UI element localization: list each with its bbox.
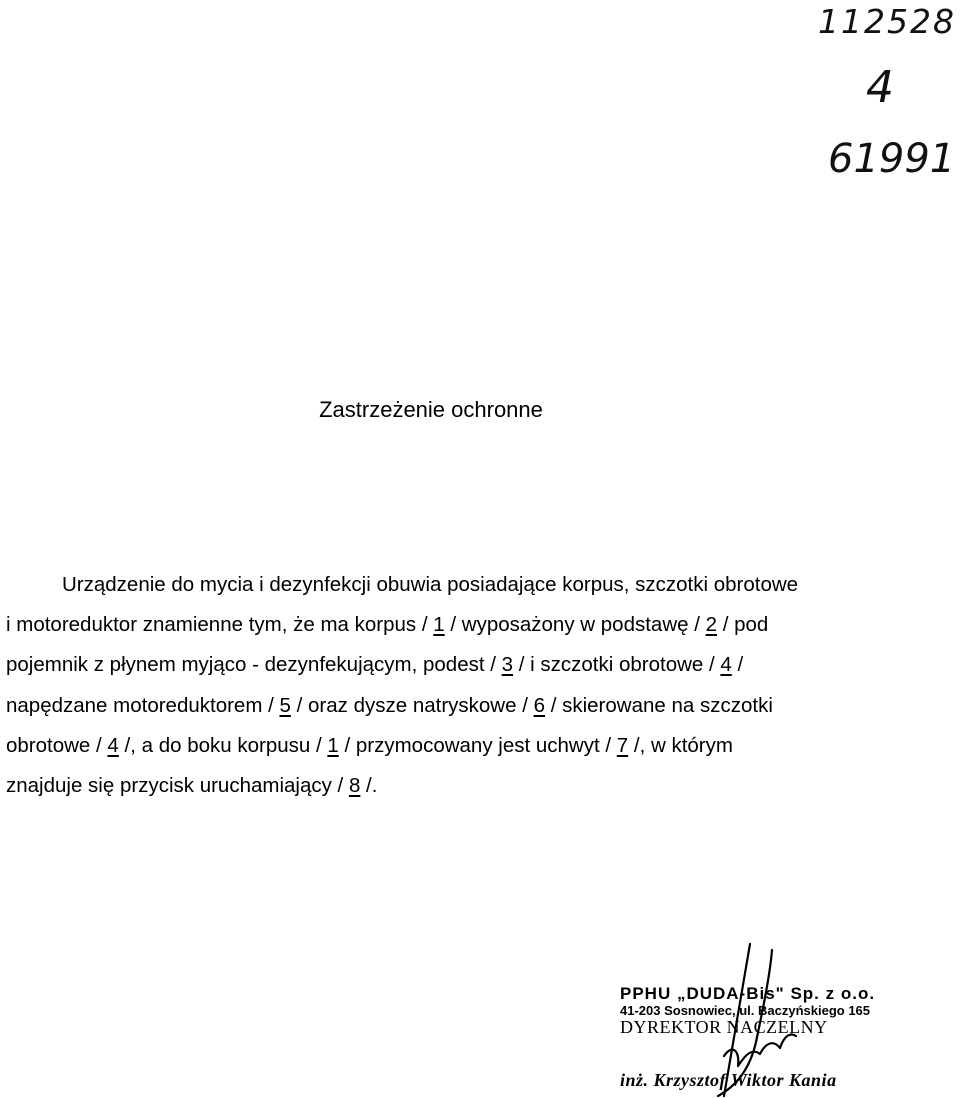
- claim-line: Urządzenie do mycia i dezynfekcji obuwia posiadające korpus, szczotki obrotowe: [62, 573, 799, 596]
- claim-line: [6, 726, 946, 766]
- handwritten-document-number: 112528: [818, 2, 956, 41]
- company-stamp: [620, 984, 920, 1096]
- claim-text-segment: znajduje się przycisk uruchamiający /: [6, 774, 349, 798]
- handwritten-reference-mark: 61991: [828, 136, 956, 182]
- reference-numeral: 8: [348, 774, 361, 798]
- reference-numeral: 5: [279, 693, 291, 717]
- claim-text-segment: napędzane motoreduktorem /: [6, 693, 280, 717]
- claim-text-segment: / skierowane na szczotki: [545, 693, 773, 717]
- stamp-signatory-name: inż. Krzysztof Wiktor Kania: [620, 1070, 837, 1090]
- claim-text-segment: / i szczotki obrotowe /: [513, 653, 721, 677]
- claim-text-segment: /, w którym: [628, 733, 733, 757]
- claim-line: [6, 686, 946, 726]
- claim-text-segment: /, a do boku korpusu /: [118, 733, 328, 757]
- reference-numeral: 1: [433, 613, 445, 637]
- reference-numeral: 4: [720, 653, 732, 677]
- reference-numeral: 4: [107, 733, 119, 757]
- claim-text-segment: /: [731, 653, 744, 677]
- claim-text-segment: / wyposażony w podstawę /: [444, 613, 706, 637]
- reference-numeral: 2: [705, 613, 718, 637]
- claim-text-segment: i motoreduktor znamienne tym, że ma korpus /: [6, 613, 434, 637]
- claim-text-segment: /.: [360, 774, 378, 798]
- claim-line: [6, 605, 946, 645]
- handwritten-folio-mark: 4: [866, 62, 896, 113]
- claim-text-segment: / przymocowany jest uchwyt /: [338, 733, 617, 757]
- claim-line: [6, 645, 946, 685]
- claim-text-segment: / oraz dysze natryskowe /: [290, 693, 534, 717]
- stamp-company-name: PPHU „DUDA-Bis" Sp. z o.o.: [620, 984, 876, 1003]
- stamp-position: DYREKTOR NACZELNY: [620, 1017, 828, 1037]
- reference-numeral: 7: [616, 733, 629, 757]
- reference-numeral: 3: [501, 653, 514, 677]
- claim-text-segment: pojemnik z płynem myjąco - dezynfekującym, podest /: [6, 653, 502, 677]
- document-title: Zastrzeżenie ochronne: [319, 397, 543, 422]
- claim-text-segment: obrotowe /: [6, 733, 108, 757]
- reference-numeral: 1: [327, 733, 339, 757]
- claim-text-segment: / pod: [717, 613, 769, 637]
- reference-numeral: 6: [533, 693, 545, 717]
- stamp-address: 41-203 Sosnowiec, ul. Baczyńskiego 165: [620, 1003, 871, 1018]
- handwritten-signature: [620, 944, 920, 1096]
- claim-line: [6, 766, 946, 806]
- claim-text: [6, 565, 946, 806]
